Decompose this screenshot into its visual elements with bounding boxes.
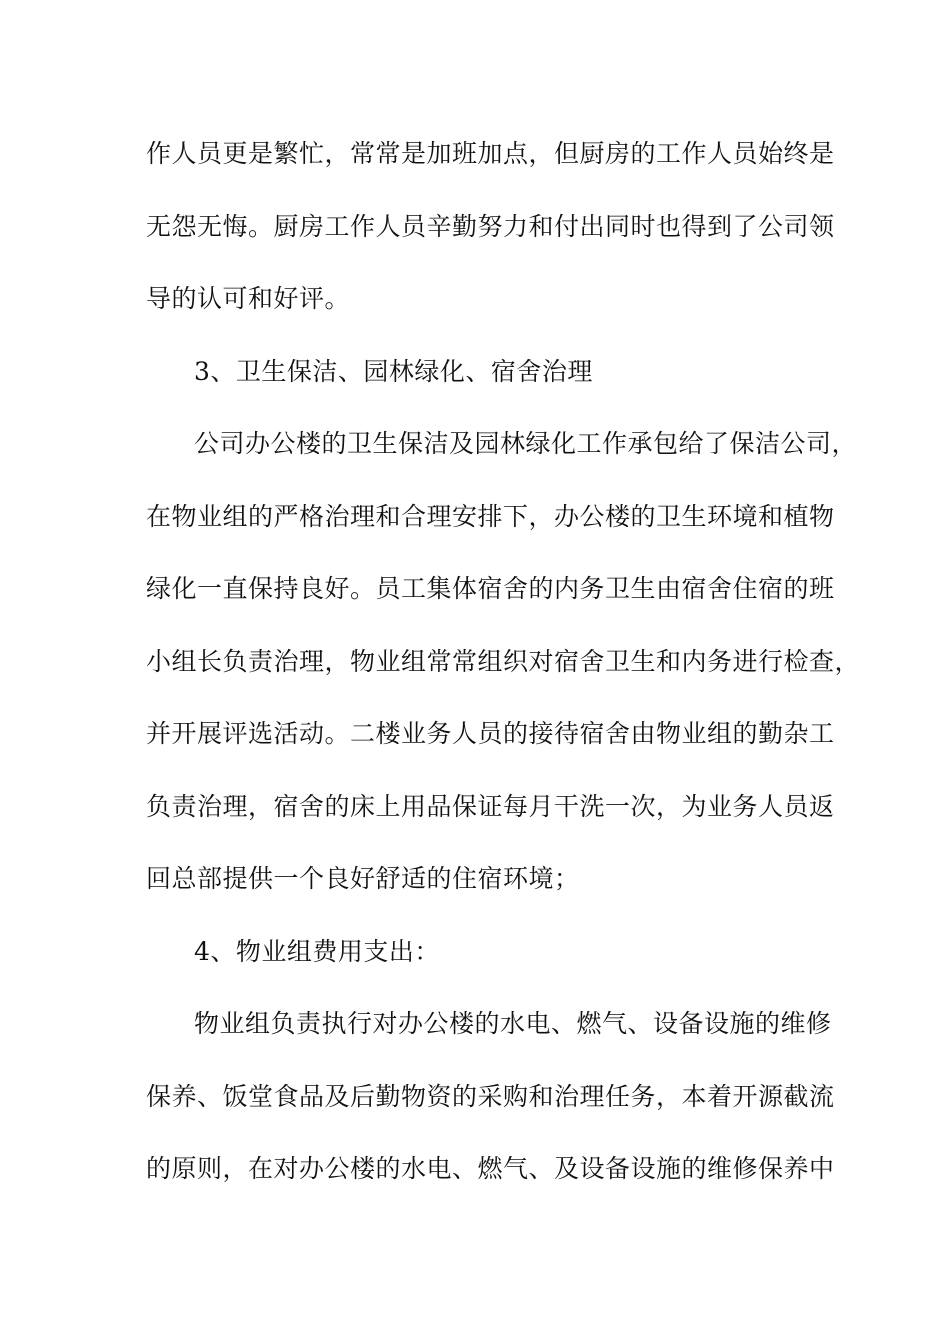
text-line: 作人员更是繁忙，常常是加班加点，但厨房的工作人员始终是 [146, 139, 835, 168]
section-heading: 3、卫生保洁、园林绿化、宿舍治理 [194, 356, 593, 386]
text-line: 保养、饭堂食品及后勤物资的采购和治理任务，本着开源截流 [146, 1081, 835, 1111]
text-line: 的原则，在对办公楼的水电、燃气、及设备设施的维修保养中 [146, 1154, 835, 1183]
text-line: 回总部提供一个良好舒适的住宿环境； [146, 864, 580, 893]
text-line: 负责治理，宿舍的床上用品保证每月干洗一次，为业务人员返 [146, 791, 835, 821]
text-line: 小组长负责治理，物业组常常组织对宿舍卫生和内务进行检查， [146, 646, 861, 676]
document-body [146, 128, 861, 1216]
text-line: 无怨无悔。厨房工作人员辛勤努力和付出同时也得到了公司领 [146, 211, 835, 241]
text-line: 物业组负责执行对办公楼的水电、燃气、设备设施的维修 [194, 1009, 832, 1038]
text-line: 导的认可和好评。 [146, 284, 351, 313]
text-line: 在物业组的严格治理和合理安排下，办公楼的卫生环境和植物 [146, 501, 835, 531]
text-line: 并开展评选活动。二楼业务人员的接待宿舍由物业组的勤杂工 [146, 719, 835, 748]
text-line: 公司办公楼的卫生保洁及园林绿化工作承包给了保洁公司， [194, 429, 858, 458]
section-heading: 4、物业组费用支出： [194, 936, 440, 966]
text-line: 绿化一直保持良好。员工集体宿舍的内务卫生由宿舍住宿的班 [146, 574, 835, 603]
